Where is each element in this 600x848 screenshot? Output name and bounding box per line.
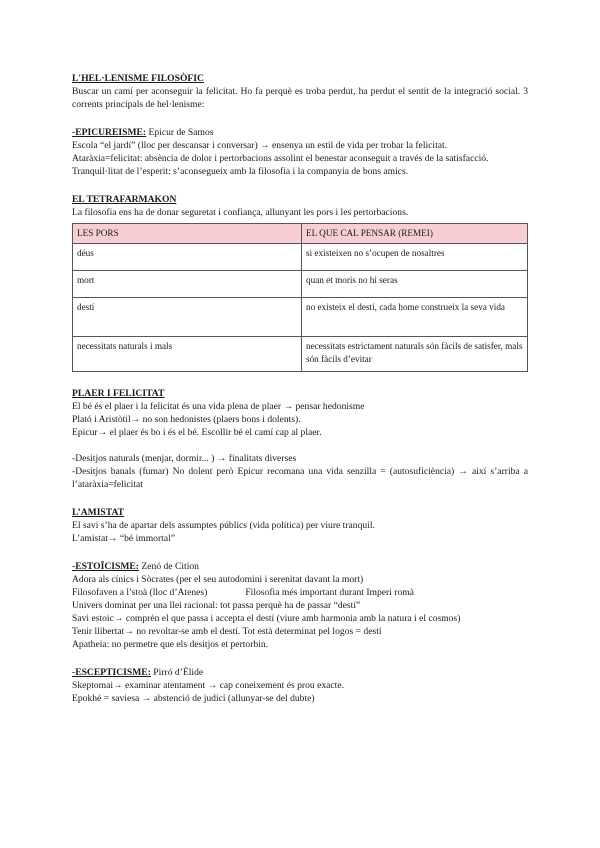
pors-table <box>72 223 528 372</box>
tetrafarmakon-intro: La filosofia ens ha de donar seguretat i confiança, allunyant les pors i les pertorbacions. <box>72 207 409 218</box>
table-cell: necessitats naturals i mals <box>73 337 302 372</box>
pors-table-header <box>73 224 528 244</box>
desitjos-line-1: -Desitjos naturals (menjar, dormir... ) → finalitats diverses <box>72 453 297 464</box>
table-cell: destí <box>73 298 302 337</box>
table-row <box>73 337 528 372</box>
estoicisme-line-2b: Filosofia més important durant Imperi romà <box>245 587 414 598</box>
document-title: L'HEL·LENISME FILOSÒFIC <box>72 73 204 84</box>
table-cell: mort <box>73 271 302 298</box>
escepticisme-heading: -ESCEPTICISME: <box>72 667 151 678</box>
estoicisme-heading-line <box>72 560 528 573</box>
escepticisme-line-1: Skeptomai→ examinar atentament → cap coneixement és prou exacte. <box>72 680 344 691</box>
estoicisme-heading: -ESTOÏCISME: <box>72 561 139 572</box>
escepticisme-line-2: Epokhé = saviesa → abstenció de judici (allunyar-se del dubte) <box>72 693 315 704</box>
escepticisme-author: Pirró d’Èlide <box>150 667 204 678</box>
estoicisme-line-2 <box>72 586 528 599</box>
epicureisme-line-2: Ataràxia=felicitat: absència de dolor i pertorbacions assolint el benestar aconseguit a través de la satisfacció. <box>72 153 489 164</box>
table-cell: no existeix el destí, cada home construeix la seva vida <box>302 298 528 337</box>
document-page <box>72 72 528 705</box>
desitjos-line-2: -Desitjos banals (fumar) No dolent però Epicur recomana una vida senzilla = (autosuficiència) → així s’arriba a l’ataràxia=felicitat <box>72 466 528 490</box>
epicureisme-line-3: Tranquil·litat de l’esperit: s’aconsegueix amb la filosofia i la companyia de bons amics. <box>72 166 409 177</box>
estoicisme-line-2a: Filosofaven a l’stoà (lloc d’Atenes) <box>72 587 208 598</box>
plaer-line-3: Epicur→ el plaer és bo i és el bé. Escollir bé el camí cap al plaer. <box>72 427 322 438</box>
table-row <box>73 244 528 271</box>
pors-header-remedy: EL QUE CAL PENSAR (REMEI) <box>302 224 528 244</box>
amistat-line-2: L’amistat→ “bé immortal” <box>72 533 176 544</box>
amistat-line-1: El savi s’ha de apartar dels assumptes públics (vida política) per viure tranquil. <box>72 520 375 531</box>
table-cell: déus <box>73 244 302 271</box>
plaer-line-2: Plató i Aristòtil→ no son hedonistes (plaers bons i dolents). <box>72 414 301 425</box>
table-cell: si existeixen no s’ocupen de nosaltres <box>302 244 528 271</box>
escepticisme-heading-line <box>72 666 528 679</box>
pors-header-fears: LES PORS <box>73 224 302 244</box>
plaer-heading: PLAER I FELICITAT <box>72 388 165 399</box>
amistat-heading: L’AMISTAT <box>72 507 125 518</box>
intro-paragraph: Buscar un camí per aconseguir la felicitat. Ho fa perquè es troba perdut, ha perdut el sentit de la integració social. 3 corrents principals de hel·lenisme: <box>72 86 528 110</box>
plaer-line-1: El bé és el plaer i la felicitat és una vida plena de plaer → pensar hedonisme <box>72 401 365 412</box>
table-row <box>73 271 528 298</box>
table-cell: necessitats estrictament naturals són fàcils de satisfer, mals són fàcils d’evitar <box>302 337 528 372</box>
table-cell: quan et moris no hi seras <box>302 271 528 298</box>
epicureisme-heading: -EPICUREISME: <box>72 127 147 138</box>
tetrafarmakon-heading: EL TETRAFARMAKON <box>72 194 177 205</box>
estoicisme-line-1: Adora als cínics i Sòcrates (per el seu autodomini i serenitat davant la mort) <box>72 574 364 585</box>
estoicisme-line-3: Univers dominat per una llei racional: tot passa perquè ha de passar “destí” <box>72 600 361 611</box>
estoicisme-line-4: Savi estoic→ comprèn el que passa i accepta el destí (viure amb harmonia amb la natura i el cosmos) <box>72 613 461 624</box>
epicureisme-line-1: Escola “el jardí” (lloc per descansar i conversar) → ensenya un estil de vida per trobar la felicitat. <box>72 140 448 151</box>
table-row <box>73 298 528 337</box>
estoicisme-line-6: Apatheia: no permetre que els desitjos et pertorbin. <box>72 639 269 650</box>
epicureisme-author: Epicur de Samos <box>146 127 214 138</box>
estoicisme-author: Zenó de Cition <box>139 561 199 572</box>
epicureisme-heading-line <box>72 126 528 139</box>
estoicisme-line-5: Tenir llibertat→ no revoltar-se amb el destí. Tot està determinat pel logos = destí <box>72 626 382 637</box>
